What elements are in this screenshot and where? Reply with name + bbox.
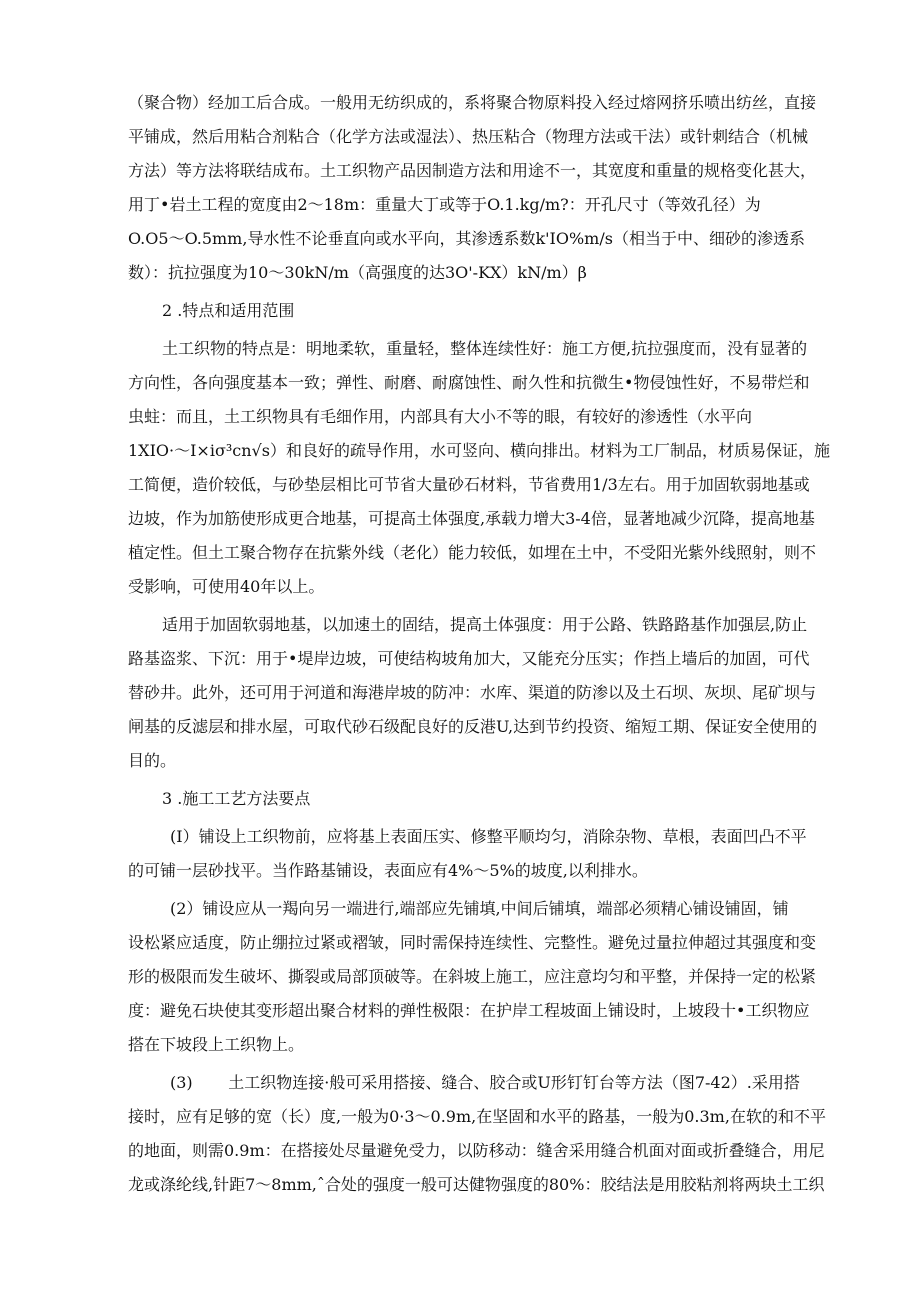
text-line: 工简便，造价较低，与砂垫层相比可节省大量砂石材料，节省费用1/3左右。用于加固软弱地基或 — [128, 475, 810, 494]
text-line: 度：避免石块使其变形超出聚合材料的弹性极限：在护岸工程坡面上铺设时，上坡段十•工织物应 — [128, 1001, 810, 1020]
text-line: 的可铺一层砂找平。当作路基铺设，表面应有4%～5%的坡度,以利排水。 — [128, 861, 648, 880]
text-line: 接时，应有足够的宽（长）度,一般为0·3～0.9m,在坚固和水平的路基，一般为0.3m,在软的和不平 — [128, 1107, 826, 1126]
text-line: O.O5～O.5mm,导水性不论垂直向或水平向，其渗透系数k'IO%m/s（相当于中、细砂的渗透系 — [128, 229, 805, 248]
text-line: 闸基的反滤层和排水屋，可取代砂石级配良好的反港U,达到节约投资、缩短工期、保证安全使用的 — [128, 717, 818, 736]
text-line: 植定性。但土工聚合物存在抗紫外线（老化）能力较低，如埋在土中，不受阳光紫外线照射，则不 — [128, 543, 817, 562]
text-line: 土工织物的特点是：明地柔软，重量轻，整体连续性好：施工方便,抗拉强度而，没有显著的 — [162, 339, 808, 358]
text-line: 的地面，则需0.9m：在搭接处尽量避免受力，以防移动：缝舍采用缝合机面对面或折叠缝合，用尼 — [128, 1141, 825, 1160]
text-line: 目的。 — [128, 751, 177, 770]
section-heading-construction: 3 .施工工艺方法要点 — [162, 789, 311, 808]
paragraph-step-1 — [128, 826, 807, 881]
paragraph-step-2 — [128, 898, 817, 1055]
paragraph-step-3 — [128, 1072, 826, 1195]
text-line: 方向性，各向强度基本一致；弹性、耐磨、耐腐蚀性、耐久性和抗微生•物侵蚀性好，不易带烂和 — [128, 373, 810, 392]
section-heading-features: 2 .特点和适用范围 — [162, 301, 295, 320]
text-line: 替砂井。此外，还可用于河道和海港岸坡的防冲：水库、渠道的防渗以及土石坝、灰坝、尾矿坝与 — [128, 683, 817, 702]
paragraph-material-description — [128, 92, 817, 283]
text-line: 路基盗浆、下沉：用于•堤岸边坡，可使结构坡角加大，又能充分压实；作挡上墙后的加固，可代 — [128, 649, 810, 668]
text-line: (I）铺设上工织物前，应将基上表面压实、修整平顺均匀，消除杂物、草根，表面凹凸不平 — [170, 827, 807, 846]
text-line: （聚合物）经加工后合成。一般用无纺织成的，系将聚合物原料投入经过熔网挤乐喷出纺丝，直接 — [128, 93, 817, 112]
text-line: 边坡，作为加筋使形成更合地基，可提高土体强度,承载力增大3-4倍，显著地减少沉降，提高地基 — [128, 509, 815, 528]
paragraph-features — [128, 338, 830, 597]
text-line: 方法）等方法将联结成布。土工织物产品因制造方法和用途不一，其宽度和重量的规格变化甚大， — [128, 161, 817, 180]
paragraph-applications — [128, 614, 818, 771]
text-line: 受影响，可使用40年以上。 — [128, 577, 325, 596]
document-page — [128, 92, 830, 1195]
text-line: (2）铺设应从一羯向另一端进行,端部应先铺填,中间后铺填，端部必须精心铺设铺固，铺 — [170, 899, 789, 918]
text-line: 搭在下坡段上工织物上。 — [128, 1035, 305, 1054]
text-line: 形的极限而发生破坏、撕裂或局部顶破等。在斜坡上施工，应注意均匀和平整，并保持一定的松紧 — [128, 967, 817, 986]
text-line: 龙或涤纶线,针距7～8mm,ˆ合处的强度一般可达健物强度的80%：胶结法是用胶粘剂将两块土工织 — [128, 1175, 825, 1194]
text-line: 虫蛀：而且，土工织物具有毛细作用，内部具有大小不等的眼，有较好的渗透性（水平向 — [128, 407, 753, 426]
text-line: 1XIO·～I×iσ³cn√s）和良好的疏导作用，水可竖向、横向排出。材料为工厂制品，材质易保证，施 — [128, 441, 830, 460]
text-line: 平铺成，然后用粘合剂粘合（化学方法或湿法）、热压粘合（物理方法或干法）或针刺结合（机械 — [128, 127, 809, 146]
text-line: 设松紧应适度，防止绷拉过紧或褶皱，同时需保持连续性、完整性。避免过量拉伸超过其强度和变 — [128, 933, 817, 952]
text-line: (3) 土工织物连接·般可采用搭接、缝合、胶合或U形钉钉台等方法（图7-42）.采用搭 — [170, 1073, 800, 1092]
text-line: 用丁•岩土工程的宽度由2～18m：重量大丁或等于O.1.kg/m?：开孔尺寸（等效孔径）为 — [128, 195, 761, 214]
text-line: 数）：抗拉强度为10～30kN/m（高强度的达3O'-KX）kN/m）β — [128, 263, 587, 282]
text-line: 适用于加固软弱地基，以加速土的固结，提高土体强度：用于公路、铁路路基作加强层,防止 — [162, 615, 808, 634]
